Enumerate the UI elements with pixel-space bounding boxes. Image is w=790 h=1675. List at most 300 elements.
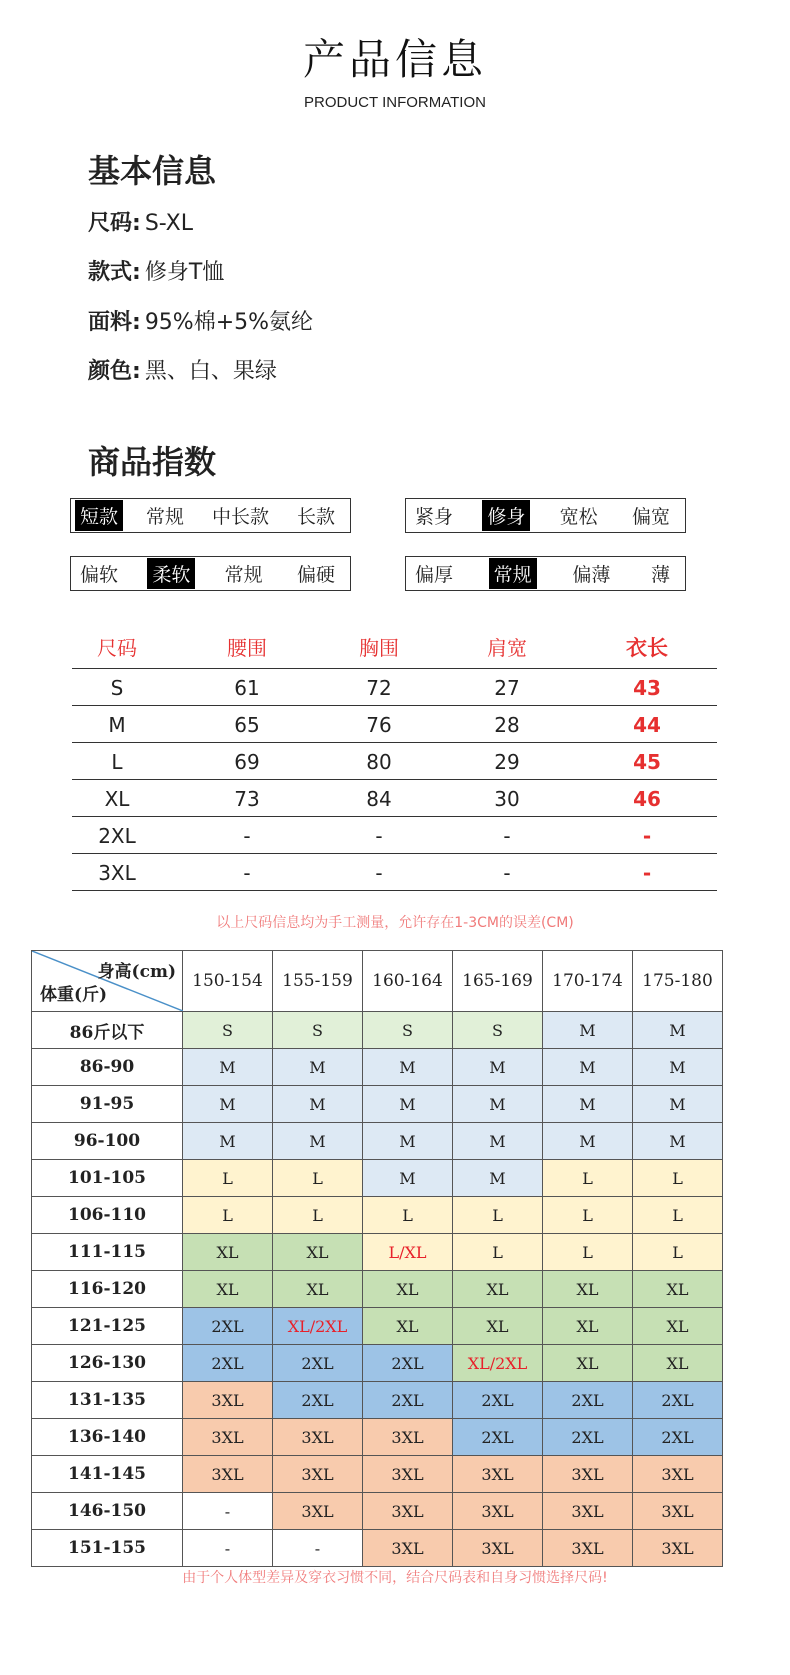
height-column-header: 170-174 [543, 951, 633, 1012]
size-label-cell: M [108, 713, 126, 737]
grid-row [32, 1456, 723, 1493]
recommended-size-cell [543, 1308, 633, 1345]
recommended-size-text: M [669, 1020, 686, 1040]
size-value-cell: - [503, 824, 511, 848]
recommended-size-cell [183, 1160, 273, 1197]
recommended-size-cell [363, 1493, 453, 1530]
recommended-size-cell [453, 1456, 543, 1493]
recommended-size-cell [633, 1012, 723, 1049]
recommended-size-text: - [224, 1501, 231, 1521]
recommended-size-text: M [219, 1131, 236, 1151]
grid-row [32, 1382, 723, 1419]
recommended-size-text: M [399, 1168, 416, 1188]
recommended-size-text: M [309, 1131, 326, 1151]
weight-row-header: 86斤以下 [32, 1012, 183, 1049]
recommended-size-text: 3XL [661, 1464, 694, 1484]
recommended-size-text: M [219, 1057, 236, 1077]
recommended-size-text: - [224, 1538, 231, 1558]
index-option-selected: 常规 [489, 558, 537, 589]
recommended-size-cell [363, 1234, 453, 1271]
recommended-size-text: 2XL [571, 1427, 604, 1447]
recommended-size-cell [183, 1234, 273, 1271]
height-column-header: 165-169 [453, 951, 543, 1012]
index-option-selected: 短款 [75, 500, 123, 531]
recommended-size-cell [453, 1234, 543, 1271]
recommended-size-cell [453, 1271, 543, 1308]
size-table-row [72, 779, 717, 817]
recommended-size-text: 3XL [481, 1464, 514, 1484]
recommended-size-text: L [672, 1242, 683, 1262]
recommended-size-text: 2XL [301, 1353, 334, 1373]
recommended-size-text: M [399, 1057, 416, 1077]
grid-corner-cell [32, 951, 183, 1012]
size-value-cell: 80 [366, 750, 392, 774]
waist-col-header: 腰围 [227, 636, 267, 660]
grid-row [32, 1012, 723, 1049]
recommended-size-cell [453, 1123, 543, 1160]
thickness-index [405, 556, 686, 591]
grid-row [32, 1271, 723, 1308]
info-value: S-XL [144, 211, 193, 236]
size-label-cell: S [110, 676, 124, 700]
size-value-cell: 73 [234, 787, 260, 811]
measurement-note: 以上尺码信息均为手工测量，允许存在1-3CM的误差(CM) [216, 915, 574, 931]
grid-row [32, 1419, 723, 1456]
recommended-size-cell [633, 1493, 723, 1530]
recommended-size-text: XL [666, 1279, 689, 1299]
recommended-size-cell [543, 1271, 633, 1308]
recommended-size-text: L [402, 1205, 413, 1225]
recommended-size-text: 3XL [301, 1501, 334, 1521]
size-table-row [72, 705, 717, 743]
fit-index [405, 498, 686, 533]
recommended-size-cell [183, 1271, 273, 1308]
recommended-size-cell [363, 1012, 453, 1049]
weight-row-header: 116-120 [32, 1271, 183, 1308]
recommended-size-text: 3XL [481, 1501, 514, 1521]
recommended-size-text: 2XL [481, 1427, 514, 1447]
index-option: 偏厚 [415, 564, 454, 586]
recommended-size-text: M [309, 1094, 326, 1114]
size-value-cell: 72 [366, 676, 392, 700]
recommended-size-cell [183, 1308, 273, 1345]
weight-row-header: 96-100 [32, 1123, 183, 1160]
recommended-size-text: XL/2XL [467, 1353, 528, 1373]
recommended-size-cell [273, 1456, 363, 1493]
info-row-color [88, 354, 277, 385]
recommended-size-text: M [579, 1094, 596, 1114]
recommended-size-text: XL [486, 1316, 509, 1336]
recommended-size-cell [633, 1308, 723, 1345]
size-value-cell: - [243, 861, 251, 885]
recommended-size-cell [633, 1530, 723, 1567]
recommended-size-text: L [222, 1205, 233, 1225]
recommended-size-text: XL [576, 1279, 599, 1299]
recommended-size-cell [543, 1419, 633, 1456]
size-table-row [72, 853, 717, 891]
weight-row-header: 106-110 [32, 1197, 183, 1234]
recommended-size-text: 3XL [571, 1538, 604, 1558]
recommended-size-text: 3XL [211, 1427, 244, 1447]
length-col-header: 衣长 [626, 636, 668, 660]
recommended-size-text: M [399, 1094, 416, 1114]
recommended-size-text: M [489, 1057, 506, 1077]
weight-row-header: 131-135 [32, 1382, 183, 1419]
recommended-size-text: M [489, 1131, 506, 1151]
recommended-size-text: S [492, 1020, 503, 1040]
recommended-size-cell [543, 1530, 633, 1567]
index-heading: 商品指数 [88, 443, 217, 481]
recommended-size-text: 2XL [391, 1353, 424, 1373]
recommended-size-text: 2XL [661, 1427, 694, 1447]
info-value: 95%棉+5%氨纶 [144, 310, 314, 335]
chest-col-header: 胸围 [359, 636, 399, 660]
recommended-size-text: - [314, 1538, 321, 1558]
recommended-size-text: 3XL [481, 1538, 514, 1558]
grid-row [32, 1345, 723, 1382]
recommended-size-cell [453, 1382, 543, 1419]
weight-row-header: 121-125 [32, 1308, 183, 1345]
height-column-header: 155-159 [273, 951, 363, 1012]
size-table-row [72, 668, 717, 706]
recommended-size-cell [633, 1160, 723, 1197]
weight-row-header: 146-150 [32, 1493, 183, 1530]
height-column-header: 175-180 [633, 951, 723, 1012]
index-option-selected: 柔软 [147, 558, 195, 589]
recommended-size-cell [273, 1382, 363, 1419]
size-value-cell: 28 [494, 713, 520, 737]
recommended-size-cell [363, 1345, 453, 1382]
recommended-size-text: S [312, 1020, 323, 1040]
recommended-size-text: XL [216, 1279, 239, 1299]
recommended-size-text: XL [396, 1279, 419, 1299]
recommended-size-cell [273, 1530, 363, 1567]
recommended-size-cell [543, 1012, 633, 1049]
recommended-size-cell [633, 1419, 723, 1456]
size-value-cell: 43 [633, 676, 661, 700]
recommended-size-text: XL [306, 1242, 329, 1262]
recommended-size-text: 3XL [391, 1538, 424, 1558]
info-key: 款式: [88, 260, 141, 285]
size-value-cell: 61 [234, 676, 260, 700]
recommended-size-cell [453, 1086, 543, 1123]
size-value-cell: - [642, 824, 652, 848]
grid-row [32, 1234, 723, 1271]
info-row-fabric [88, 305, 313, 336]
recommended-size-cell [273, 1271, 363, 1308]
recommended-size-text: XL [486, 1279, 509, 1299]
size-value-cell: - [375, 861, 383, 885]
index-option: 宽松 [559, 506, 598, 528]
weight-row-header: 136-140 [32, 1419, 183, 1456]
grid-row [32, 1049, 723, 1086]
recommended-size-text: M [579, 1020, 596, 1040]
grid-row [32, 1197, 723, 1234]
recommended-size-cell [633, 1271, 723, 1308]
recommended-size-text: 2XL [301, 1390, 334, 1410]
recommended-size-cell [363, 1160, 453, 1197]
recommended-size-text: M [669, 1131, 686, 1151]
index-option: 偏薄 [572, 564, 611, 586]
size-table-bottom-rule [72, 890, 717, 891]
index-option: 偏软 [80, 564, 119, 586]
recommended-size-cell [633, 1382, 723, 1419]
recommended-size-cell [273, 1123, 363, 1160]
recommended-size-cell [273, 1493, 363, 1530]
recommended-size-cell [363, 1308, 453, 1345]
basic-info-heading: 基本信息 [88, 152, 217, 190]
size-table-header [72, 630, 717, 666]
index-option: 紧身 [415, 506, 454, 528]
weight-row-header: 111-115 [32, 1234, 183, 1271]
recommended-size-text: 2XL [661, 1390, 694, 1410]
recommended-size-cell [273, 1086, 363, 1123]
grid-row [32, 1123, 723, 1160]
recommended-size-cell [543, 1086, 633, 1123]
recommended-size-text: XL [396, 1316, 419, 1336]
recommended-size-cell [363, 1049, 453, 1086]
recommended-size-cell [633, 1086, 723, 1123]
recommended-size-cell [633, 1234, 723, 1271]
recommended-size-cell [363, 1123, 453, 1160]
recommended-size-text: L/XL [388, 1242, 427, 1262]
weight-row-header: 91-95 [32, 1086, 183, 1123]
recommended-size-text: M [579, 1131, 596, 1151]
page-subtitle: PRODUCT INFORMATION [304, 94, 486, 111]
recommended-size-text: M [579, 1057, 596, 1077]
recommended-size-cell [273, 1308, 363, 1345]
info-row-style [88, 255, 224, 286]
recommended-size-text: 2XL [211, 1353, 244, 1373]
recommended-size-cell [363, 1197, 453, 1234]
recommended-size-cell [633, 1345, 723, 1382]
recommended-size-text: XL [216, 1242, 239, 1262]
recommended-size-text: XL [576, 1353, 599, 1373]
recommended-size-cell [183, 1456, 273, 1493]
size-value-cell: 30 [494, 787, 520, 811]
recommended-size-cell [273, 1049, 363, 1086]
recommended-size-text: XL [576, 1316, 599, 1336]
index-option: 中长款 [211, 506, 269, 528]
recommended-size-text: L [222, 1168, 233, 1188]
recommended-size-cell [543, 1049, 633, 1086]
size-value-cell: 69 [234, 750, 260, 774]
recommended-size-text: L [492, 1242, 503, 1262]
recommended-size-cell [183, 1493, 273, 1530]
info-value: 黑、白、果绿 [144, 359, 277, 384]
index-option: 常规 [224, 564, 263, 586]
recommended-size-cell [453, 1345, 543, 1382]
size-value-cell: - [375, 824, 383, 848]
recommended-size-text: 3XL [211, 1390, 244, 1410]
size-label-cell: L [111, 750, 123, 774]
recommended-size-text: M [399, 1131, 416, 1151]
recommended-size-cell [453, 1308, 543, 1345]
recommended-size-text: L [582, 1205, 593, 1225]
recommended-size-text: 3XL [391, 1501, 424, 1521]
shoulder-col-header: 肩宽 [487, 636, 527, 660]
recommended-size-cell [273, 1160, 363, 1197]
grid-row [32, 1530, 723, 1567]
recommended-size-cell [183, 1419, 273, 1456]
recommended-size-cell [453, 1012, 543, 1049]
recommended-size-text: 3XL [661, 1538, 694, 1558]
size-value-cell: 84 [366, 787, 392, 811]
recommended-size-cell [273, 1234, 363, 1271]
size-value-cell: 76 [366, 713, 392, 737]
recommended-size-cell [273, 1197, 363, 1234]
index-option: 偏硬 [296, 564, 335, 586]
recommended-size-cell [183, 1123, 273, 1160]
size-value-cell: 27 [494, 676, 520, 700]
recommended-size-cell [363, 1086, 453, 1123]
size-value-cell: 29 [494, 750, 520, 774]
recommended-size-cell [183, 1012, 273, 1049]
size-value-cell: 65 [234, 713, 260, 737]
recommended-size-cell [183, 1049, 273, 1086]
recommended-size-cell [453, 1493, 543, 1530]
recommended-size-cell [453, 1160, 543, 1197]
recommended-size-text: M [489, 1168, 506, 1188]
weight-row-header: 141-145 [32, 1456, 183, 1493]
recommended-size-cell [183, 1382, 273, 1419]
size-value-cell: - [503, 861, 511, 885]
size-label-cell: 2XL [98, 824, 136, 848]
info-key: 面料: [88, 310, 141, 335]
info-row-size [88, 206, 193, 237]
recommended-size-cell [273, 1345, 363, 1382]
size-label-cell: 3XL [98, 861, 136, 885]
recommended-size-text: 2XL [391, 1390, 424, 1410]
recommended-size-text: 3XL [391, 1427, 424, 1447]
recommended-size-cell [273, 1012, 363, 1049]
softness-index [70, 556, 351, 591]
recommended-size-cell [543, 1123, 633, 1160]
weight-row-header: 126-130 [32, 1345, 183, 1382]
info-value: 修身T恤 [144, 260, 225, 285]
grid-row [32, 1493, 723, 1530]
recommended-size-text: M [219, 1094, 236, 1114]
page-title: 产品信息 [302, 35, 487, 84]
grid-row [32, 1160, 723, 1197]
recommended-size-cell [363, 1530, 453, 1567]
recommended-size-cell [543, 1382, 633, 1419]
recommended-size-text: S [402, 1020, 413, 1040]
recommended-size-text: 3XL [301, 1464, 334, 1484]
recommended-size-cell [633, 1197, 723, 1234]
recommended-size-cell [633, 1123, 723, 1160]
size-value-cell: - [243, 824, 251, 848]
recommended-size-cell [363, 1271, 453, 1308]
recommended-size-cell [543, 1345, 633, 1382]
recommended-size-text: L [672, 1205, 683, 1225]
recommended-size-text: M [669, 1057, 686, 1077]
recommended-size-text: 3XL [211, 1464, 244, 1484]
recommended-size-text: XL [666, 1353, 689, 1373]
recommended-size-cell [633, 1049, 723, 1086]
size-value-cell: - [642, 861, 652, 885]
recommended-size-text: 3XL [571, 1501, 604, 1521]
recommended-size-cell [543, 1234, 633, 1271]
recommended-size-cell [183, 1530, 273, 1567]
recommended-size-cell [543, 1197, 633, 1234]
recommended-size-text: 3XL [301, 1427, 334, 1447]
grid-row [32, 1308, 723, 1345]
index-option: 常规 [145, 506, 184, 528]
grid-row [32, 1086, 723, 1123]
recommended-size-text: XL [666, 1316, 689, 1336]
recommended-size-text: 2XL [571, 1390, 604, 1410]
recommended-size-text: L [582, 1242, 593, 1262]
weight-axis-label: 体重(斤) [40, 985, 108, 1005]
recommended-size-cell [363, 1419, 453, 1456]
recommended-size-text: M [489, 1094, 506, 1114]
size-value-cell: 44 [633, 713, 661, 737]
height-column-header: 160-164 [363, 951, 453, 1012]
length-index [70, 498, 351, 533]
recommended-size-cell [453, 1197, 543, 1234]
recommended-size-text: L [492, 1205, 503, 1225]
size-table-row [72, 742, 717, 780]
recommended-size-cell [363, 1382, 453, 1419]
info-key: 尺码: [88, 211, 141, 236]
index-option: 薄 [650, 564, 670, 586]
recommended-size-text: XL [306, 1279, 329, 1299]
recommended-size-text: 3XL [391, 1464, 424, 1484]
weight-row-header: 151-155 [32, 1530, 183, 1567]
recommended-size-text: S [222, 1020, 233, 1040]
recommended-size-text: L [582, 1168, 593, 1188]
index-option: 偏宽 [631, 506, 670, 528]
recommended-size-text: 2XL [481, 1390, 514, 1410]
recommended-size-cell [453, 1530, 543, 1567]
info-key: 颜色: [88, 359, 141, 384]
size-label-cell: XL [104, 787, 130, 811]
size-col-header: 尺码 [97, 636, 137, 660]
recommended-size-cell [183, 1197, 273, 1234]
weight-row-header: 101-105 [32, 1160, 183, 1197]
recommended-size-cell [543, 1160, 633, 1197]
size-recommendation-table [31, 950, 723, 1567]
recommended-size-cell [543, 1456, 633, 1493]
recommended-size-cell [363, 1456, 453, 1493]
size-value-cell: 46 [633, 787, 661, 811]
recommended-size-cell [543, 1493, 633, 1530]
recommended-size-text: L [312, 1168, 323, 1188]
recommended-size-cell [453, 1049, 543, 1086]
recommended-size-text: M [309, 1057, 326, 1077]
size-advice-note: 由于个人体型差异及穿衣习惯不同，结合尺码表和自身习惯选择尺码! [182, 1570, 608, 1586]
height-column-header: 150-154 [183, 951, 273, 1012]
recommended-size-text: L [312, 1205, 323, 1225]
recommended-size-text: 3XL [571, 1464, 604, 1484]
height-axis-label: 身高(cm) [97, 962, 176, 982]
recommended-size-cell [453, 1419, 543, 1456]
recommended-size-text: L [672, 1168, 683, 1188]
recommended-size-text: 2XL [211, 1316, 244, 1336]
recommended-size-text: XL/2XL [287, 1316, 348, 1336]
weight-row-header: 86-90 [32, 1049, 183, 1086]
size-value-cell: 45 [633, 750, 661, 774]
recommended-size-cell [273, 1419, 363, 1456]
recommended-size-cell [183, 1345, 273, 1382]
index-option-selected: 修身 [482, 500, 530, 531]
recommended-size-cell [633, 1456, 723, 1493]
recommended-size-text: 3XL [661, 1501, 694, 1521]
recommended-size-cell [183, 1086, 273, 1123]
size-table-row [72, 816, 717, 854]
index-option: 长款 [296, 506, 335, 528]
